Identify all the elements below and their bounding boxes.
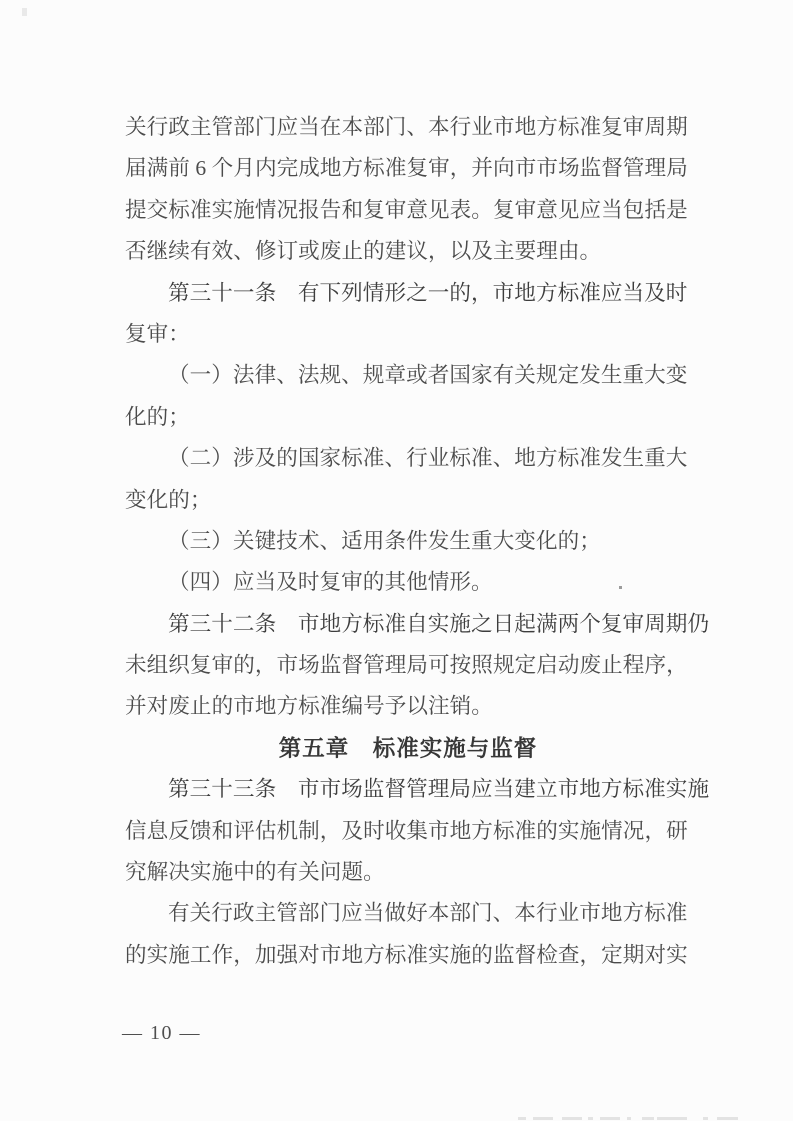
document-line: （二）涉及的国家标准、行业标准、地方标准发生重大 [168,446,688,471]
document-line: 未组织复审的，市场监督管理局可按照规定启动废止程序， [125,653,688,678]
document-line: 并对废止的市地方标准编号予以注销。 [125,694,493,719]
document-line: 变化的； [125,487,212,512]
scan-speck-dot [619,586,622,589]
document-body [125,107,710,976]
document-line: 第三十三条 市市场监督管理局应当建立市地方标准实施 [168,777,710,802]
page-number: — 10 — [122,1022,201,1044]
document-line: 提交标准实施情况报告和复审意见表。复审意见应当包括是 [125,197,688,222]
document-line: 化的； [125,404,190,429]
scan-artifact-strip [0,1116,793,1120]
document-line: （一）法律、法规、规章或者国家有关规定发生重大变 [168,363,688,388]
chapter-heading: 第五章 标准实施与监督 [278,735,538,761]
document-line: 否继续有效、修订或废止的建议，以及主要理由。 [125,239,602,264]
document-line: 第三十一条 有下列情形之一的，市地方标准应当及时 [168,280,688,305]
scan-speck-top-left [22,8,27,16]
document-line: 信息反馈和评估机制，及时收集市地方标准的实施情况，研 [125,818,688,843]
document-line: 届满前 6 个月内完成地方标准复审，并向市市场监督管理局 [125,156,688,181]
document-line: （三）关键技术、适用条件发生重大变化的； [168,528,601,553]
document-line: 关行政主管部门应当在本部门、本行业市地方标准复审周期 [125,115,688,139]
document-line: 第三十二条 市地方标准自实施之日起满两个复审周期仍 [168,611,710,636]
document-line: 究解决实施中的有关问题。 [125,860,385,885]
document-line: 有关行政主管部门应当做好本部门、本行业市地方标准 [168,901,688,926]
document-line: 复审： [125,321,190,346]
document-line: （四）应当及时复审的其他情形。 [168,570,493,595]
document-line: 的实施工作，加强对市地方标准实施的监督检查，定期对实 [125,942,688,967]
